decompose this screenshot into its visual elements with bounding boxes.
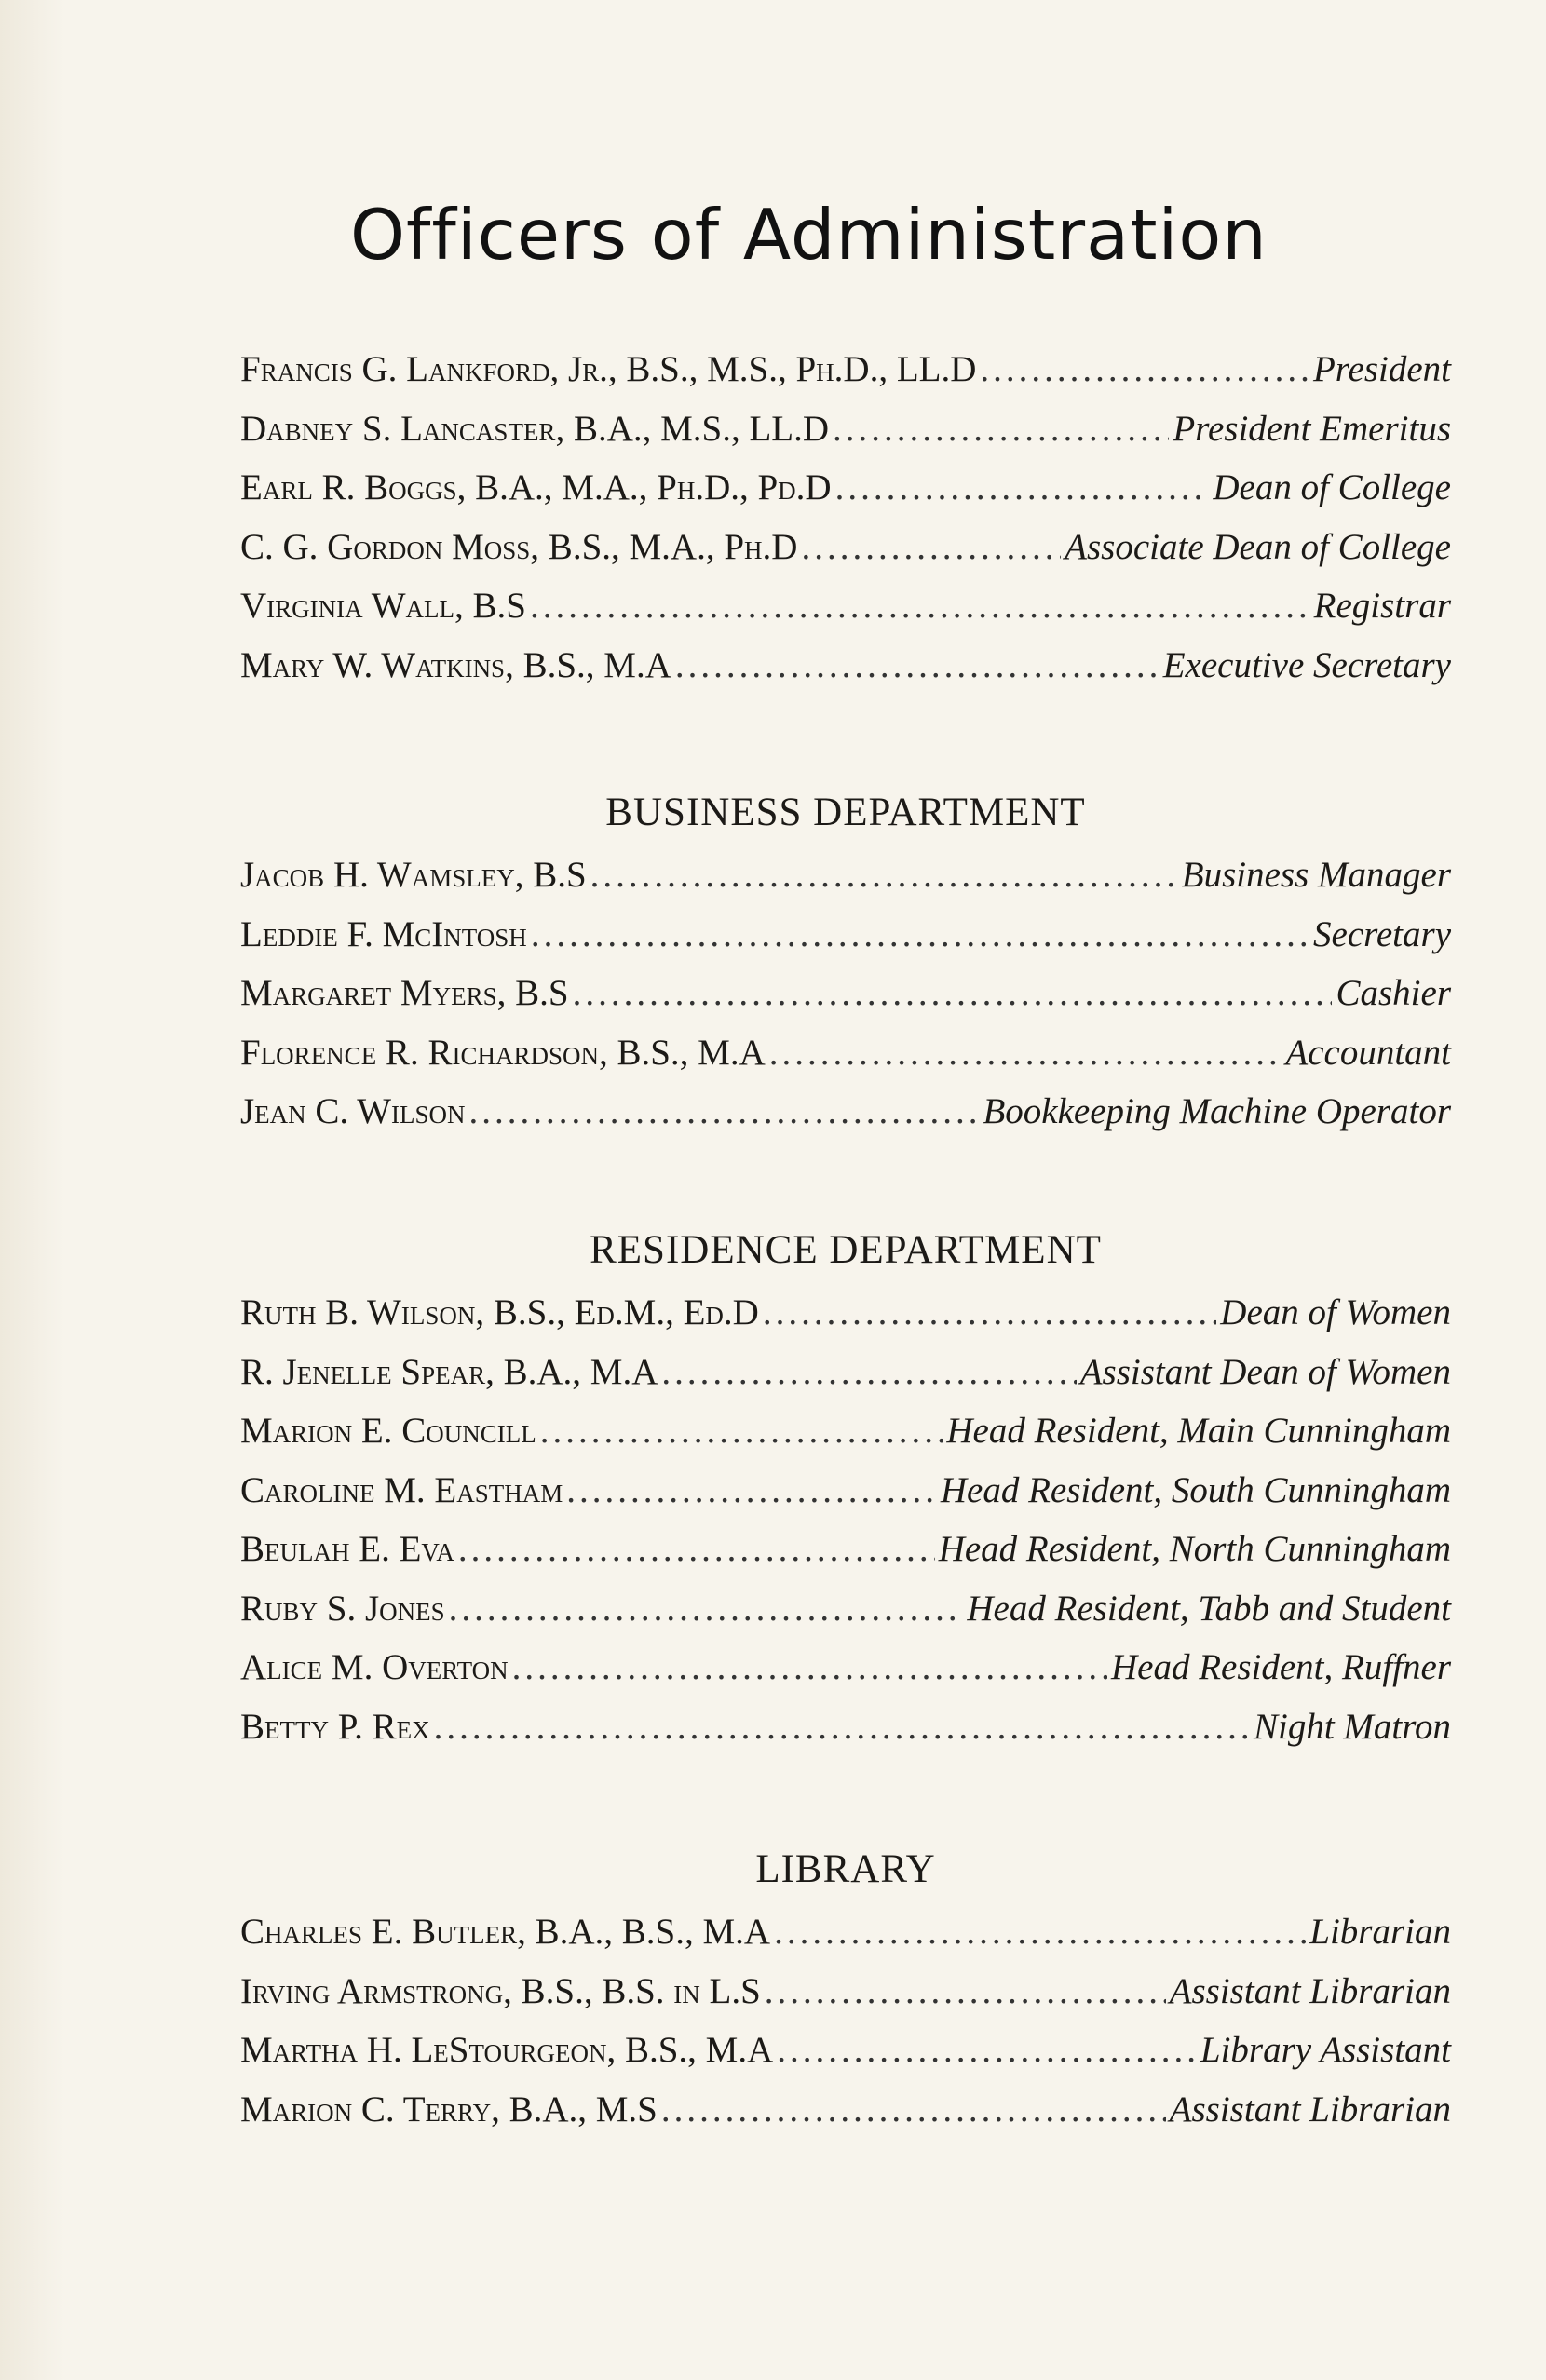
officer-role: Dean of College <box>1213 467 1451 507</box>
officer-entry <box>240 905 1451 965</box>
officer-name: Martha H. LeStourgeon, B.S., M.A <box>240 2030 774 2070</box>
leader-dots <box>449 1579 964 1639</box>
officer-role: Librarian <box>1309 1912 1451 1952</box>
officer-name: Charles E. Butler, B.A., B.S., M.A <box>240 1912 771 1952</box>
officer-role: Dean of Women <box>1220 1292 1451 1332</box>
officer-name: Dabney S. Lancaster, B.A., M.S., LL.D <box>240 408 830 449</box>
officer-name: R. Jenelle Spear, B.A., M.A <box>240 1351 658 1392</box>
officer-entry <box>240 1461 1451 1521</box>
officer-role: President <box>1312 349 1451 389</box>
page-title: Officers of Administration <box>350 194 1268 276</box>
leader-dots <box>774 1902 1306 1962</box>
officer-role: Head Resident, South Cunningham <box>940 1469 1451 1510</box>
officer-entry <box>240 1579 1451 1639</box>
officer-name: Beulah E. Eva <box>240 1529 454 1569</box>
officer-name: Marion C. Terry, B.A., M.S <box>240 2089 658 2130</box>
officer-name: Francis G. Lankford, Jr., B.S., M.S., Ph.D., LL.D <box>240 349 977 389</box>
officer-entry <box>240 1283 1451 1343</box>
officer-role: Registrar <box>1313 586 1451 626</box>
officer-role: Night Matron <box>1254 1706 1451 1747</box>
officer-role: President Emeritus <box>1173 408 1451 449</box>
leader-dots <box>769 1023 1282 1083</box>
leader-dots <box>590 845 1178 905</box>
officer-role: Library Assistant <box>1200 2030 1451 2070</box>
officer-entry <box>240 1343 1451 1402</box>
leader-dots <box>512 1638 1107 1697</box>
leader-dots <box>661 2080 1166 2140</box>
officer-role: Head Resident, Main Cunningham <box>946 1411 1451 1451</box>
officer-entry <box>240 1902 1451 1962</box>
leader-dots <box>469 1082 980 1142</box>
officer-entry <box>240 964 1451 1023</box>
officer-name: Marion E. Councill <box>240 1411 536 1451</box>
leader-dots <box>531 905 1309 965</box>
officer-entry <box>240 1023 1451 1083</box>
officer-role: Head Resident, Ruffner <box>1111 1647 1451 1687</box>
leader-dots <box>458 1520 935 1579</box>
officer-role: Head Resident, North Cunningham <box>938 1529 1451 1569</box>
officer-name: C. G. Gordon Moss, B.S., M.A., Ph.D <box>240 526 798 567</box>
officer-entry <box>240 399 1451 459</box>
section-heading: RESIDENCE DEPARTMENT <box>590 1228 1102 1272</box>
residence-department-section <box>240 1220 1451 1756</box>
officer-entry <box>240 2080 1451 2140</box>
leader-dots <box>530 576 1310 636</box>
officer-entry <box>240 2021 1451 2080</box>
officer-entry <box>240 1638 1451 1697</box>
business-department-section <box>240 782 1451 1142</box>
officer-entry <box>240 1082 1451 1142</box>
leader-dots <box>763 1283 1216 1343</box>
library-section <box>240 1839 1451 2139</box>
officer-name: Leddie F. McIntosh <box>240 913 527 954</box>
officer-name: Florence R. Richardson, B.S., M.A <box>240 1032 766 1073</box>
officer-entry <box>240 845 1451 905</box>
officer-entry <box>240 518 1451 577</box>
officer-entry <box>240 1520 1451 1579</box>
officer-name: Ruth B. Wilson, B.S., Ed.M., Ed.D <box>240 1292 759 1332</box>
officer-name: Caroline M. Eastham <box>240 1469 563 1510</box>
officer-role: Secretary <box>1313 913 1451 954</box>
officer-entry <box>240 636 1451 696</box>
officer-role: Assistant Librarian <box>1169 1970 1451 2011</box>
administration-list <box>240 340 1451 695</box>
officer-role: Cashier <box>1336 973 1451 1013</box>
officer-entry <box>240 1401 1451 1461</box>
officer-role: Executive Secretary <box>1162 644 1451 685</box>
leader-dots <box>801 518 1061 577</box>
officer-entry <box>240 1697 1451 1757</box>
leader-dots <box>566 1461 937 1521</box>
officer-name: Virginia Wall, B.S <box>240 586 526 626</box>
officer-role: Business Manager <box>1181 855 1451 895</box>
leader-dots <box>835 458 1210 518</box>
section-heading: BUSINESS DEPARTMENT <box>605 791 1086 834</box>
officer-role: Bookkeeping Machine Operator <box>983 1091 1451 1131</box>
leader-dots <box>765 1962 1166 2022</box>
page-edge-shadow <box>0 0 65 2380</box>
officer-name: Earl R. Boggs, B.A., M.A., Ph.D., Pd.D <box>240 467 832 507</box>
leader-dots <box>833 399 1169 459</box>
officer-name: Betty P. Rex <box>240 1706 430 1747</box>
officer-entry <box>240 458 1451 518</box>
officer-role: Associate Dean of College <box>1065 526 1451 567</box>
officer-name: Margaret Myers, B.S <box>240 973 569 1013</box>
officer-entry <box>240 576 1451 636</box>
officer-name: Alice M. Overton <box>240 1647 509 1687</box>
leader-dots <box>980 340 1309 399</box>
leader-dots <box>661 1343 1076 1402</box>
officer-name: Irving Armstrong, B.S., B.S. in L.S <box>240 1970 761 2011</box>
officer-name: Ruby S. Jones <box>240 1588 445 1629</box>
leader-dots <box>573 964 1333 1023</box>
officer-role: Accountant <box>1285 1032 1451 1073</box>
officer-entry <box>240 340 1451 399</box>
section-heading: LIBRARY <box>755 1847 936 1891</box>
officer-name: Mary W. Watkins, B.S., M.A <box>240 644 671 685</box>
officer-name: Jean C. Wilson <box>240 1091 466 1131</box>
officer-role: Assistant Librarian <box>1169 2089 1451 2130</box>
officer-role: Assistant Dean of Women <box>1079 1351 1451 1392</box>
leader-dots <box>540 1401 943 1461</box>
officer-name: Jacob H. Wamsley, B.S <box>240 855 587 895</box>
leader-dots <box>675 636 1160 696</box>
officer-role: Head Resident, Tabb and Student <box>967 1588 1451 1629</box>
leader-dots <box>434 1697 1250 1757</box>
leader-dots <box>777 2021 1197 2080</box>
officer-entry <box>240 1962 1451 2022</box>
